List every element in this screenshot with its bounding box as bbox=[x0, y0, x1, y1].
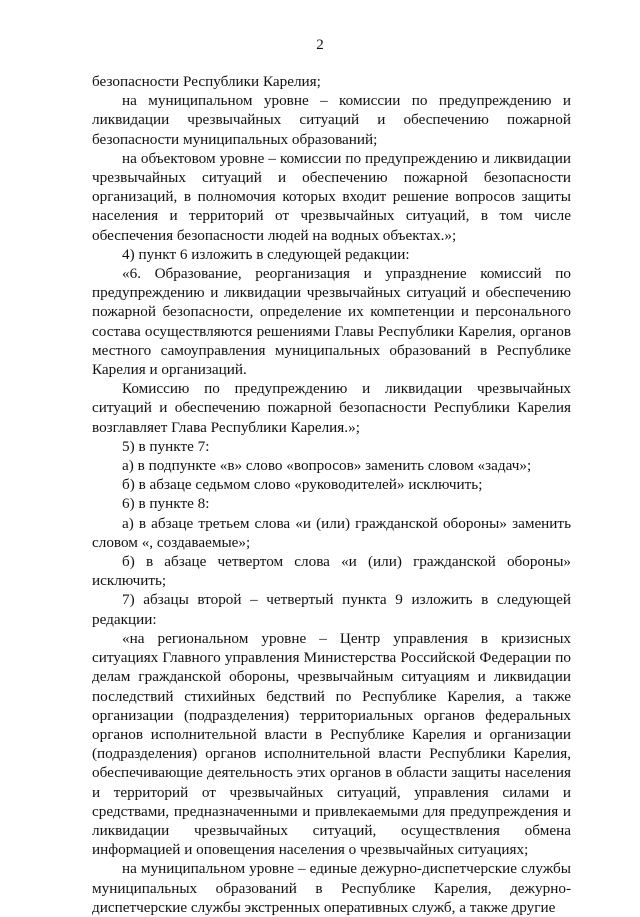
paragraph: «на региональном уровне – Центр управления в кризисных ситуациях Главного управления Министерства Российской Федерации по делам гражданской обороны, чрезвычайным ситуациям и ликвидации последствий стихийных бедствий по Республике Карелия, а также организации (подразделения) территориальных органов федеральных органов исполнительной власти в Республике Карелия и организации (подразделения) органов исполнительной власти Республики Карелия, обеспечивающие деятельность этих органов в области защиты населения и территорий от чрезвычайных ситуаций, управления силами и средствами, предназначенными и привлекаемыми для предупреждения и ликвидации чрезвычайных ситуаций, осуществления обмена информацией и оповещения населения о чрезвычайных ситуациях; bbox=[92, 629, 571, 859]
paragraph: а) в абзаце третьем слова «и (или) гражданской обороны» заменить словом «, создаваемые»; bbox=[92, 514, 571, 551]
paragraph: а) в подпункте «в» слово «вопросов» заменить словом «задач»; bbox=[122, 457, 532, 475]
page-number: 2 bbox=[316, 37, 324, 53]
paragraph: 4) пункт 6 изложить в следующей редакции: bbox=[122, 245, 410, 263]
paragraph: на муниципальном уровне – единые дежурно-диспетчерские службы муниципальных образований в Республике Карелия, дежурно-диспетчерские службы экстренных оперативных служб, а также другие bbox=[92, 860, 571, 916]
paragraph: «6. Образование, реорганизация и упразднение комиссий по предупреждению и ликвидации чрезвычайных ситуаций и обеспечению пожарной безопасности, определение их компетенции и персонального состава осуществляются решениями Главы Республики Карелия, органов местного самоуправления муниципальных образований в Республике Карелия и организаций. bbox=[92, 265, 571, 379]
paragraph: 7) абзацы второй – четвертый пункта 9 изложить в следующей редакции: bbox=[92, 591, 571, 628]
paragraph: на муниципальном уровне – комиссии по предупреждению и ликвидации чрезвычайных ситуаций и обеспечению пожарной безопасности муниципальных образований; bbox=[92, 92, 571, 148]
paragraph: б) в абзаце седьмом слово «руководителей» исключить; bbox=[122, 476, 483, 494]
paragraph: Комиссию по предупреждению и ликвидации чрезвычайных ситуаций и обеспечению пожарной безопасности Республики Карелия возглавляет Глава Республики Карелия.»; bbox=[92, 380, 571, 436]
paragraph: 5) в пункте 7: bbox=[122, 437, 210, 455]
paragraph: безопасности Республики Карелия; bbox=[92, 73, 321, 90]
paragraph: б) в абзаце четвертом слова «и (или) гражданской обороны» исключить; bbox=[92, 553, 571, 590]
paragraph: 6) в пункте 8: bbox=[122, 495, 210, 513]
paragraph: на объектовом уровне – комиссии по предупреждению и ликвидации чрезвычайных ситуаций и обеспечению пожарной безопасности организаций, в полномочия которых входит решение вопросов защиты населения и территорий от чрезвычайных ситуаций, в том числе обеспечения безопасности людей на водных объектах.»; bbox=[92, 149, 571, 244]
document-body bbox=[92, 72, 571, 917]
